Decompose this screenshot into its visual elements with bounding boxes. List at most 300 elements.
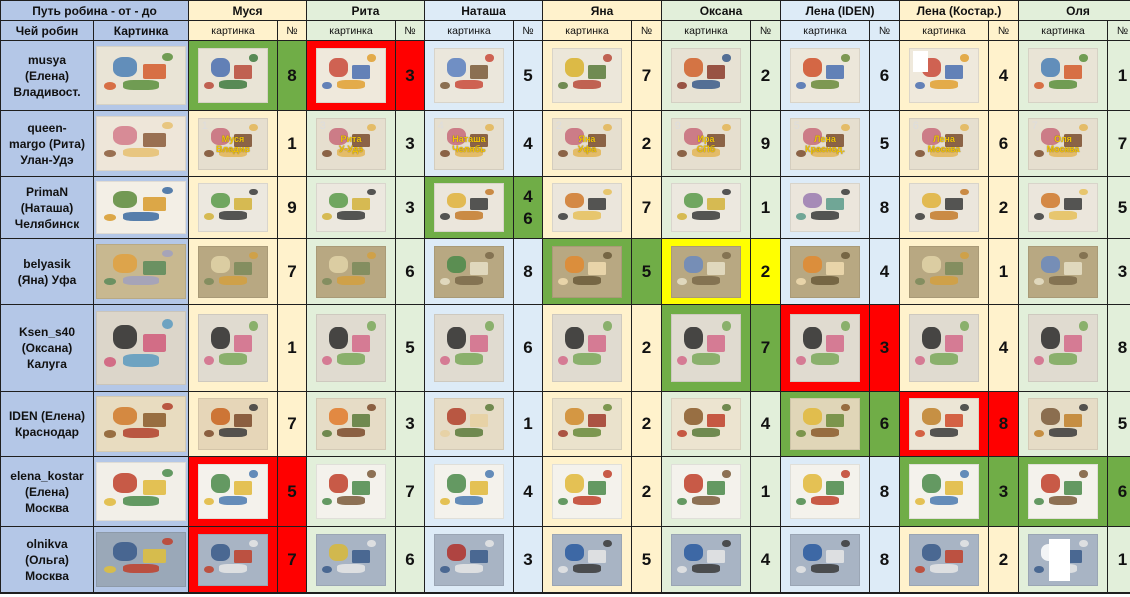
order-number-cell[interactable]: 3 <box>396 177 424 238</box>
order-number-cell[interactable]: 8 <box>514 239 542 304</box>
stitch-picture <box>790 246 860 298</box>
order-number-cell[interactable]: 1 <box>751 177 780 238</box>
order-number-cell[interactable]: 5 <box>514 41 542 110</box>
subheader-number-2[interactable]: № <box>514 21 542 40</box>
picture-cell[interactable] <box>781 392 869 456</box>
order-number-cell[interactable]: 2 <box>989 527 1018 592</box>
picture-cell[interactable] <box>781 41 869 110</box>
order-number-cell[interactable]: 7 <box>1108 111 1130 176</box>
picture-cell[interactable] <box>307 527 395 592</box>
picture-cell[interactable] <box>781 305 869 391</box>
stitch-shape <box>930 276 957 285</box>
picture-cell[interactable] <box>189 111 277 176</box>
participant-header-1[interactable] <box>307 1 424 20</box>
stitch-shape <box>1064 198 1082 210</box>
picture-cell[interactable] <box>425 177 513 238</box>
stitch-picture <box>434 464 504 519</box>
picture-cell[interactable] <box>189 305 277 391</box>
order-number-cell[interactable]: 5 <box>632 239 661 304</box>
picture-cell[interactable] <box>425 41 513 110</box>
participant-header-5[interactable] <box>781 1 899 20</box>
order-number-cell[interactable]: 5 <box>1108 177 1130 238</box>
picture-cell[interactable] <box>189 41 277 110</box>
picture-cell[interactable] <box>1019 41 1107 110</box>
stitch-shape <box>960 54 968 61</box>
stitch-shape <box>162 122 173 130</box>
picture-cell[interactable] <box>425 239 513 304</box>
stitch-shape <box>1064 481 1082 495</box>
picture-cell[interactable] <box>1019 392 1107 456</box>
order-number-cell[interactable]: 1 <box>751 457 780 526</box>
order-number-cell[interactable]: 8 <box>278 41 306 110</box>
stitch-picture <box>909 314 979 383</box>
picture-cell[interactable] <box>425 305 513 391</box>
picture-cell[interactable] <box>1019 457 1107 526</box>
order-number-cell[interactable]: 8 <box>870 177 899 238</box>
order-number-cell[interactable]: 2 <box>632 392 661 456</box>
order-number-cell[interactable]: 6 <box>396 239 424 304</box>
subheader-picture-7[interactable]: картинка <box>1019 21 1107 40</box>
stitch-shape <box>922 408 941 425</box>
stitch-shape <box>722 321 730 330</box>
picture-cell[interactable] <box>543 392 631 456</box>
whose-header[interactable] <box>1 21 93 40</box>
blank-region <box>1049 539 1070 581</box>
stitch-shape <box>123 148 158 158</box>
order-number-cell[interactable]: 8 <box>989 392 1018 456</box>
picture-cell[interactable] <box>189 239 277 304</box>
stitch-shape <box>211 58 230 76</box>
picture-cell[interactable] <box>900 457 988 526</box>
order-number-cell[interactable]: 8 <box>870 457 899 526</box>
order-number-cell[interactable]: 3 <box>396 41 424 110</box>
participant-header-7[interactable] <box>1019 1 1130 20</box>
picture-cell[interactable] <box>662 457 750 526</box>
stitch-shape <box>558 82 568 89</box>
order-number-cell[interactable]: 6 <box>514 305 542 391</box>
stitch-shape <box>204 430 214 437</box>
stitch-shape <box>204 278 214 285</box>
stitch-shape <box>367 252 375 259</box>
picture-cell[interactable] <box>543 111 631 176</box>
picture-index: 9 <box>674 119 681 132</box>
picture-cell[interactable] <box>1019 527 1107 592</box>
stitch-shape <box>204 213 214 220</box>
robin-owner-cell[interactable]: olnikva (Ольга) Москва <box>1 527 93 592</box>
stitch-shape <box>447 544 466 561</box>
stitch-shape <box>1049 211 1076 219</box>
stitch-shape <box>796 498 806 505</box>
stitch-shape <box>1064 335 1082 352</box>
stitch-shape <box>684 327 703 350</box>
order-number-cell[interactable]: 4 <box>751 527 780 592</box>
subheader-number-3[interactable]: № <box>632 21 661 40</box>
order-number-cell[interactable]: 4 <box>870 239 899 304</box>
robin-thumbnail-cell[interactable] <box>94 239 188 304</box>
stitch-shape <box>104 278 116 286</box>
picture-cell[interactable] <box>781 457 869 526</box>
stitch-picture <box>434 398 504 449</box>
stitch-shape <box>841 470 849 477</box>
stitch-shape <box>1079 540 1087 547</box>
participant-header-3[interactable] <box>543 1 661 20</box>
order-number-cell[interactable]: 7 <box>278 239 306 304</box>
stitch-shape <box>603 189 611 196</box>
stitch-shape <box>329 474 348 492</box>
robin-owner-cell[interactable]: queen- margo (Рита) Улан-Удэ <box>1 111 93 176</box>
subheader-number-4[interactable]: № <box>751 21 780 40</box>
stitch-shape <box>803 256 822 273</box>
picture-cell[interactable] <box>781 177 869 238</box>
picture-cell[interactable] <box>307 305 395 391</box>
robin-thumbnail-cell[interactable] <box>94 527 188 592</box>
order-number-cell[interactable]: 6 <box>1108 457 1130 526</box>
order-number-cell[interactable]: 4 <box>989 305 1018 391</box>
stitch-shape <box>930 428 957 437</box>
subheader-picture-6[interactable]: картинка <box>900 21 988 40</box>
stitch-shape <box>447 193 466 209</box>
order-number-cell[interactable]: 6 <box>870 41 899 110</box>
stitch-shape <box>455 353 482 365</box>
picture-cell[interactable] <box>662 239 750 304</box>
picture-cell[interactable] <box>543 527 631 592</box>
picture-cell[interactable] <box>1019 305 1107 391</box>
stitch-shape <box>485 404 493 411</box>
order-number-cell[interactable]: 3 <box>989 457 1018 526</box>
order-number-cell[interactable]: 2 <box>632 305 661 391</box>
stitch-shape <box>234 550 252 563</box>
picture-cell[interactable] <box>781 527 869 592</box>
order-number-cell[interactable]: 4 6 <box>514 177 542 238</box>
picture-cell[interactable] <box>425 111 513 176</box>
order-number-cell[interactable]: 7 <box>396 457 424 526</box>
participant-header-0[interactable] <box>189 1 306 20</box>
robin-thumbnail-image <box>96 462 186 521</box>
robin-owner-cell[interactable]: musya (Елена) Владивост. <box>1 41 93 110</box>
order-number-cell[interactable]: 1 <box>514 392 542 456</box>
order-number-cell[interactable]: 5 <box>870 111 899 176</box>
order-number-cell[interactable]: 2 <box>989 177 1018 238</box>
stitch-picture <box>434 48 504 103</box>
stitch-shape <box>603 54 611 61</box>
robin-thumbnail-image <box>96 46 186 105</box>
stitch-shape <box>930 211 957 219</box>
robin-thumbnail-image <box>96 311 186 385</box>
robin-thumbnail-cell[interactable] <box>94 457 188 526</box>
stitch-picture <box>790 48 860 103</box>
order-number-cell[interactable]: 1 <box>989 239 1018 304</box>
stitch-shape <box>573 353 600 365</box>
subheader-number-0[interactable]: № <box>278 21 306 40</box>
stitch-shape <box>455 428 482 437</box>
picture-cell[interactable] <box>189 457 277 526</box>
picture-cell[interactable] <box>781 111 869 176</box>
subheader-number-6[interactable]: № <box>989 21 1018 40</box>
stitch-picture <box>909 246 979 298</box>
order-number-cell[interactable]: 1 <box>278 111 306 176</box>
stitch-shape <box>143 197 166 210</box>
stitch-shape <box>337 353 364 365</box>
stitch-shape <box>565 327 584 350</box>
stitch-shape <box>440 430 450 437</box>
stitch-shape <box>565 256 584 273</box>
stitch-picture <box>790 314 860 383</box>
stitch-shape <box>945 550 963 563</box>
stitch-shape <box>249 124 257 131</box>
stitch-shape <box>211 193 230 209</box>
order-number-cell[interactable]: 2 <box>751 41 780 110</box>
stitch-shape <box>803 58 822 76</box>
picture-cell[interactable] <box>543 177 631 238</box>
stitch-picture <box>790 534 860 586</box>
picture-cell[interactable] <box>1019 177 1107 238</box>
stitch-shape <box>113 473 138 492</box>
order-number-cell[interactable]: 5 <box>396 305 424 391</box>
stitch-shape <box>565 58 584 76</box>
whose-header-label: Чей робин <box>15 23 79 38</box>
stitch-shape <box>677 566 687 573</box>
stitch-shape <box>841 124 849 131</box>
order-number-cell[interactable]: 5 <box>1108 392 1130 456</box>
stitch-shape <box>204 356 214 365</box>
picture-cell[interactable] <box>900 177 988 238</box>
stitch-shape <box>565 408 584 425</box>
stitch-shape <box>588 481 606 495</box>
robin-thumbnail-cell[interactable] <box>94 392 188 456</box>
robin-owner-cell[interactable]: PrimaN (Наташа) Челябинск <box>1 177 93 238</box>
order-number-cell[interactable]: 8 <box>870 527 899 592</box>
picture-cell[interactable] <box>543 239 631 304</box>
order-number-cell[interactable]: 7 <box>278 527 306 592</box>
stitch-shape <box>841 540 849 547</box>
stitch-shape <box>470 414 488 427</box>
stitch-picture <box>316 246 386 298</box>
stitch-shape <box>930 353 957 365</box>
picture-cell[interactable] <box>425 457 513 526</box>
picture-cell[interactable] <box>900 527 988 592</box>
picture-header[interactable] <box>94 21 188 40</box>
stitch-shape <box>485 540 493 547</box>
order-number-cell[interactable]: 8 <box>1108 305 1130 391</box>
stitch-shape <box>677 213 687 220</box>
stitch-shape <box>337 80 364 90</box>
stitch-shape <box>143 334 166 353</box>
stitch-shape <box>367 540 375 547</box>
participant-header-4[interactable] <box>662 1 780 20</box>
stitch-shape <box>204 498 214 505</box>
picture-cell[interactable] <box>662 177 750 238</box>
picture-cell[interactable] <box>425 527 513 592</box>
picture-cell[interactable] <box>662 41 750 110</box>
stitch-shape <box>447 58 466 76</box>
order-number-cell[interactable]: 2 <box>751 239 780 304</box>
order-number-cell[interactable]: 1 <box>1108 41 1130 110</box>
stitch-shape <box>684 193 703 209</box>
stitch-shape <box>603 321 611 330</box>
picture-cell[interactable] <box>900 41 988 110</box>
stitch-shape <box>470 550 488 563</box>
robin-owner-cell[interactable]: belyasik (Яна) Уфа <box>1 239 93 304</box>
stitch-shape <box>945 262 963 275</box>
picture-cell[interactable] <box>425 392 513 456</box>
stitch-picture <box>316 118 386 170</box>
order-number-cell[interactable]: 1 <box>1108 527 1130 592</box>
stitch-shape <box>1049 276 1076 285</box>
picture-cell[interactable] <box>1019 111 1107 176</box>
order-number-cell[interactable]: 7 <box>751 305 780 391</box>
order-number-cell[interactable]: 4 <box>514 111 542 176</box>
picture-cell[interactable] <box>307 457 395 526</box>
stitch-shape <box>123 80 158 90</box>
picture-cell[interactable] <box>189 527 277 592</box>
stitch-picture <box>198 534 268 586</box>
stitch-shape <box>249 404 257 411</box>
picture-caption: Наташа Челябь <box>452 133 486 154</box>
stitch-shape <box>1079 252 1087 259</box>
stitch-shape <box>826 481 844 495</box>
order-number-cell[interactable]: 9 <box>278 177 306 238</box>
stitch-shape <box>692 496 719 506</box>
order-number-cell[interactable]: 3 <box>870 305 899 391</box>
picture-cell[interactable] <box>543 457 631 526</box>
stitch-shape <box>707 262 725 275</box>
stitch-shape <box>915 278 925 285</box>
participant-header-2[interactable] <box>425 1 542 20</box>
order-number-cell[interactable]: 3 <box>396 392 424 456</box>
order-number-cell[interactable]: 5 <box>632 527 661 592</box>
order-number-cell[interactable]: 9 <box>751 111 780 176</box>
order-number-cell[interactable]: 7 <box>632 41 661 110</box>
picture-cell[interactable] <box>662 392 750 456</box>
picture-cell[interactable] <box>543 305 631 391</box>
subheader-picture-3[interactable]: картинка <box>543 21 631 40</box>
stitch-shape <box>455 80 482 90</box>
stitch-shape <box>322 356 332 365</box>
order-number-cell[interactable]: 7 <box>278 392 306 456</box>
subheader-picture-4[interactable]: картинка <box>662 21 750 40</box>
stitch-picture <box>671 246 741 298</box>
order-number-cell[interactable]: 3 <box>1108 239 1130 304</box>
order-number-cell[interactable]: 3 <box>514 527 542 592</box>
stitch-shape <box>485 189 493 196</box>
stitch-shape <box>684 544 703 561</box>
subheader-picture-2[interactable]: картинка <box>425 21 513 40</box>
picture-cell[interactable] <box>900 305 988 391</box>
stitch-shape <box>162 53 173 61</box>
robin-owner-cell[interactable]: IDEN (Елена) Краснодар <box>1 392 93 456</box>
order-number-cell[interactable]: 4 <box>751 392 780 456</box>
robin-owner-cell[interactable]: Ksen_s40 (Оксана) Калуга <box>1 305 93 391</box>
robin-thumbnail-cell[interactable] <box>94 111 188 176</box>
stitch-shape <box>677 498 687 505</box>
picture-caption: Оля Москва <box>1046 133 1080 154</box>
order-number-cell[interactable]: 6 <box>396 527 424 592</box>
stitch-shape <box>692 428 719 437</box>
stitch-shape <box>143 480 166 495</box>
stitch-shape <box>1064 65 1082 79</box>
order-number-cell[interactable]: 4 <box>989 41 1018 110</box>
stitch-shape <box>143 133 166 147</box>
robin-thumbnail-cell[interactable] <box>94 41 188 110</box>
order-number-cell[interactable]: 2 <box>632 457 661 526</box>
stitch-shape <box>123 276 158 286</box>
picture-cell[interactable] <box>781 239 869 304</box>
picture-cell[interactable] <box>1019 239 1107 304</box>
picture-cell[interactable] <box>900 239 988 304</box>
stitch-shape <box>219 564 246 573</box>
stitch-shape <box>1034 430 1044 437</box>
order-number-cell[interactable]: 6 <box>989 111 1018 176</box>
picture-cell[interactable] <box>900 111 988 176</box>
subheader-number-1[interactable]: № <box>396 21 424 40</box>
stitch-shape <box>455 211 482 219</box>
picture-cell[interactable] <box>662 111 750 176</box>
subheader-picture-0[interactable]: картинка <box>189 21 277 40</box>
robin-thumbnail-cell[interactable] <box>94 177 188 238</box>
route-header[interactable] <box>1 1 188 20</box>
order-number-cell[interactable]: 3 <box>396 111 424 176</box>
order-number-cell[interactable]: 6 <box>870 392 899 456</box>
participant-header-6[interactable] <box>900 1 1018 20</box>
picture-cell[interactable] <box>189 392 277 456</box>
stitch-shape <box>811 353 838 365</box>
subheader-picture-1[interactable]: картинка <box>307 21 395 40</box>
order-number-cell[interactable]: 2 <box>632 111 661 176</box>
picture-cell[interactable] <box>662 305 750 391</box>
robin-thumbnail-cell[interactable] <box>94 305 188 391</box>
stitch-shape <box>796 82 806 89</box>
stitch-shape <box>337 428 364 437</box>
stitch-shape <box>211 327 230 350</box>
stitch-shape <box>322 213 332 220</box>
picture-index: 5 <box>793 119 800 132</box>
picture-index: 6 <box>912 119 919 132</box>
subheader-picture-5[interactable]: картинка <box>781 21 869 40</box>
stitch-shape <box>588 262 606 275</box>
robin-owner-cell[interactable]: elena_kostar (Елена) Москва <box>1 457 93 526</box>
stitch-picture <box>316 314 386 383</box>
stitch-shape <box>1049 80 1076 90</box>
picture-cell[interactable] <box>662 527 750 592</box>
stitch-shape <box>811 428 838 437</box>
stitch-shape <box>915 356 925 365</box>
picture-cell[interactable] <box>307 392 395 456</box>
picture-cell[interactable] <box>307 239 395 304</box>
stitch-shape <box>960 321 968 330</box>
stitch-shape <box>162 250 173 258</box>
picture-cell[interactable] <box>307 177 395 238</box>
order-number-cell[interactable]: 1 <box>278 305 306 391</box>
order-number-cell[interactable]: 4 <box>514 457 542 526</box>
order-number-cell[interactable]: 7 <box>632 177 661 238</box>
picture-cell[interactable] <box>543 41 631 110</box>
stitch-shape <box>219 353 246 365</box>
order-number-cell[interactable]: 5 <box>278 457 306 526</box>
picture-cell[interactable] <box>307 111 395 176</box>
subheader-number-5[interactable]: № <box>870 21 899 40</box>
stitch-shape <box>234 481 252 495</box>
stitch-shape <box>123 496 158 506</box>
stitch-shape <box>1079 321 1087 330</box>
stitch-shape <box>565 544 584 561</box>
stitch-shape <box>1034 356 1044 365</box>
picture-cell[interactable] <box>307 41 395 110</box>
stitch-shape <box>826 414 844 427</box>
picture-cell[interactable] <box>189 177 277 238</box>
picture-cell[interactable] <box>900 392 988 456</box>
subheader-number-7[interactable]: № <box>1108 21 1130 40</box>
stitch-picture <box>316 183 386 232</box>
